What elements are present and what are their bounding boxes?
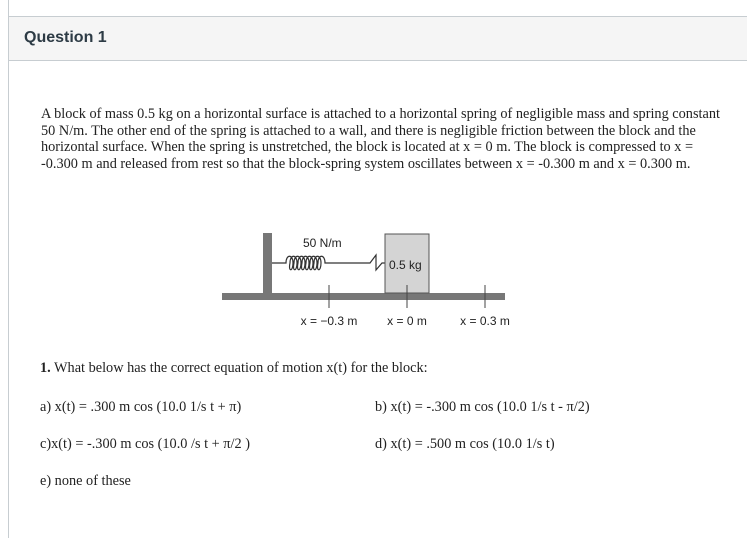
tick-label-pos: x = 0.3 m [460, 314, 510, 328]
mass-label: 0.5 kg [389, 258, 422, 272]
part-number: 1. [40, 360, 51, 376]
question-title: Question 1 [24, 29, 107, 46]
part-prompt-text: What below has the correct equation of motion x(t) for the block: [50, 360, 428, 376]
spring-icon [272, 255, 385, 270]
answer-option-e: e) none of these [40, 473, 131, 489]
question-header [9, 16, 747, 61]
spring-block-diagram [219, 225, 519, 335]
wall [263, 233, 272, 300]
answer-option-c: c)x(t) = -.300 m cos (10.0 /s t + π/2 ) [40, 436, 250, 452]
tick-label-zero: x = 0 m [387, 314, 427, 328]
answer-option-b: b) x(t) = -.300 m cos (10.0 1/s t - π/2) [375, 399, 590, 415]
floor [222, 293, 505, 300]
question-text: A block of mass 0.5 kg on a horizontal surface is attached to a horizontal spring of negligible mass and spring constant 50 N/m. The other end of the spring is attached to a wall, and there is negligible friction between the block and the horizontal surface. When the spring is unstretched, the block is located at x = 0 m. The block is compressed to x = -0.300 m and released from rest so that the block-spring system oscillates between x = -0.300 m and x = 0.300 m. [41, 106, 720, 172]
answer-option-d: d) x(t) = .500 m cos (10.0 1/s t) [375, 436, 555, 452]
spring-constant-label: 50 N/m [303, 236, 342, 250]
question-card [8, 0, 747, 538]
part-1-prompt [40, 360, 428, 377]
tick-label-neg: x = −0.3 m [300, 314, 358, 328]
answer-option-a: a) x(t) = .300 m cos (10.0 1/s t + π) [40, 399, 242, 415]
